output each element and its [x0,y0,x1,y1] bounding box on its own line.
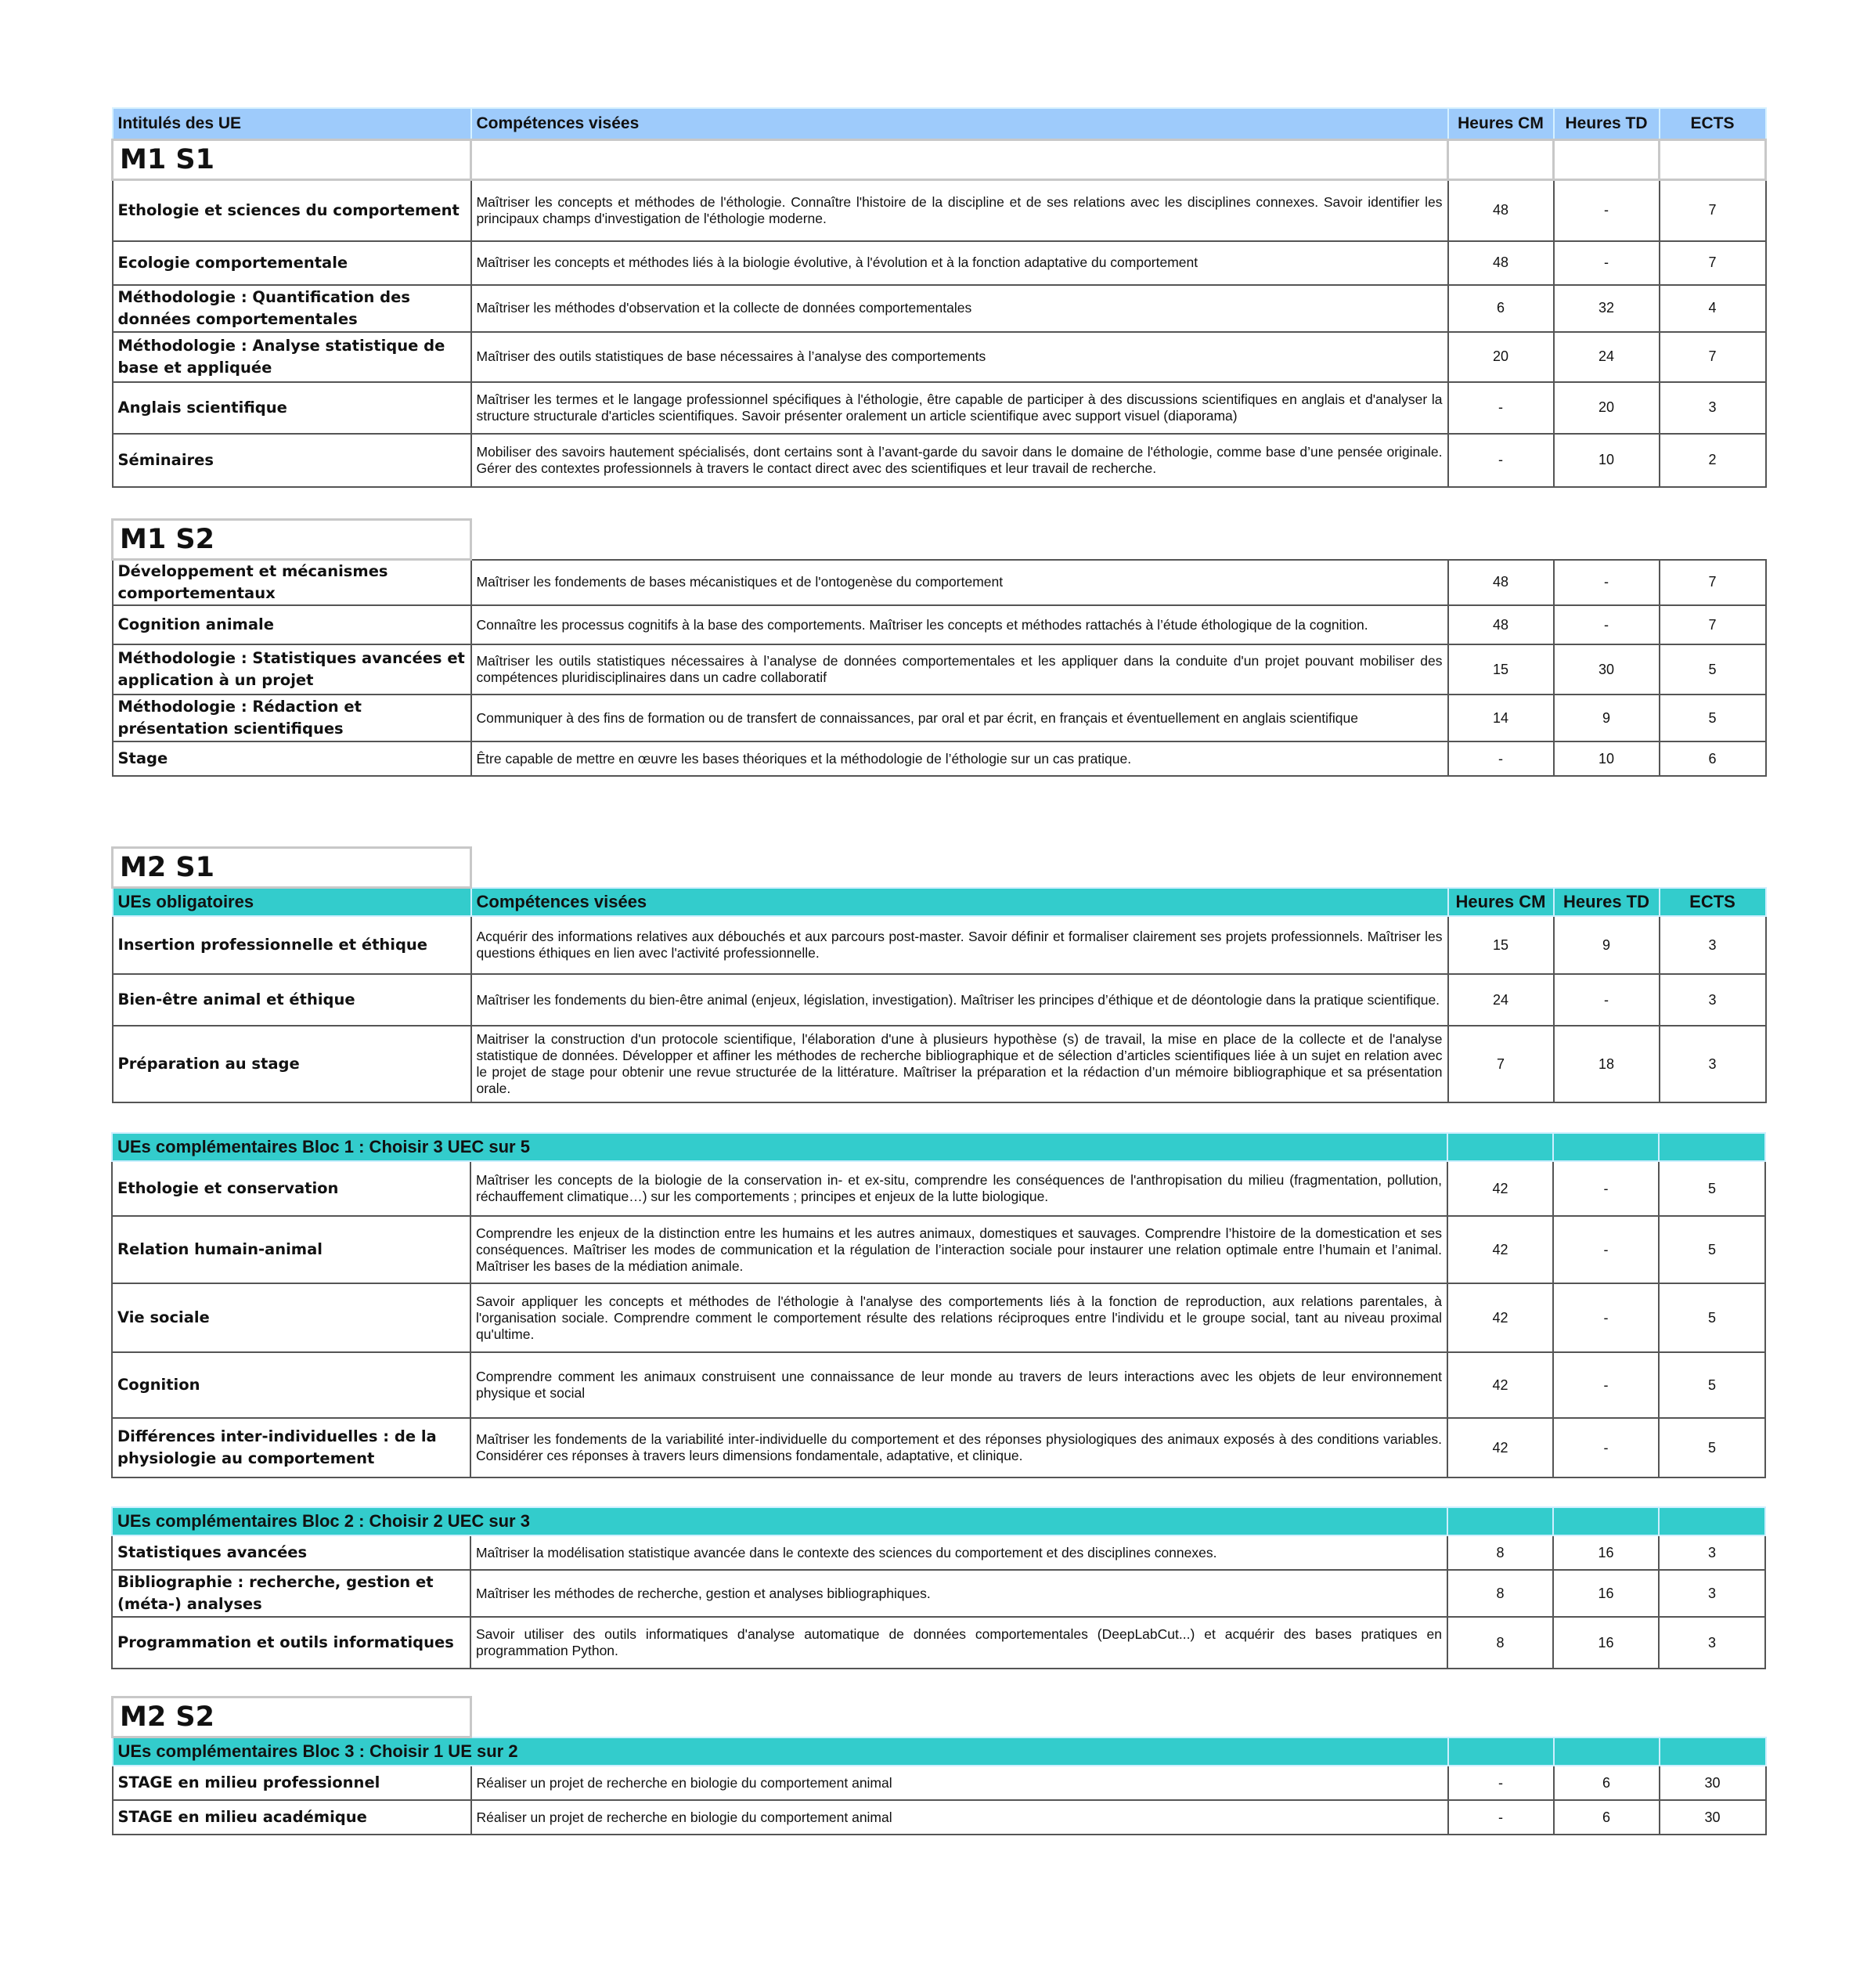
heures-td-value: 24 [1554,332,1660,382]
competences-text: Maîtriser les méthodes de recherche, gestion et analyses bibliographiques. [470,1570,1447,1617]
competences-text: Communiquer à des fins de formation ou de transfert de connaissances, par oral et par écrit, en français et éventuellement en anglais scientifique [471,695,1448,741]
ects-value: 7 [1660,560,1766,606]
ects-value: 4 [1660,285,1766,332]
competences-text: Maîtriser les outils statistiques nécessaires à l’analyse de données comportementales et les appliquer dans la conduite d'un projet pouvant mobiliser des compétences pluridisciplinaires dans un cadre collaboratif [471,644,1448,695]
heures-cm-value: 14 [1448,695,1554,741]
heures-cm-value: 42 [1447,1283,1553,1352]
competences-text: Maîtriser les concepts et méthodes de l'éthologie. Connaître l'histoire de la discipline et de ses relations avec les disciplines connexes. Savoir identifier les principaux champs d'investigation de l'éthologie moderne. [471,180,1448,241]
table-row [113,916,1766,974]
ue-title: Méthodologie : Statistiques avancées et application à un projet [113,644,471,695]
ue-title: Ethologie et conservation [112,1161,470,1216]
heures-cm-value: 42 [1447,1161,1553,1216]
heures-cm-value: - [1448,382,1554,434]
ue-title: STAGE en milieu académique [113,1800,471,1835]
heures-cm-value: 8 [1447,1617,1553,1669]
ue-title: Stage [113,741,471,776]
semester-row [113,520,1766,560]
competences-text: Comprendre comment les animaux construisent une connaissance de leur monde au travers de leurs interactions avec les objets de leur environnement physique et social [470,1352,1447,1418]
ects-value: 30 [1660,1766,1766,1800]
header-competences: Compétences visées [471,108,1448,140]
semester-title-m2s2: M2 S2 [113,1698,471,1737]
semester-row [113,140,1766,180]
m1s1-table [111,107,1767,488]
heures-cm-value: 42 [1447,1418,1553,1477]
ue-title: Vie sociale [112,1283,470,1352]
m2s2-table [111,1696,1767,1835]
heures-td-value: 16 [1553,1570,1659,1617]
competences-text: Maîtriser les concepts et méthodes liés à la biologie évolutive, à l'évolution et à la fonction adaptative du comportement [471,241,1448,285]
heures-td-value: - [1553,1352,1659,1418]
m1s2-table [111,518,1767,777]
ects-value: 6 [1660,741,1766,776]
heures-td-value: - [1554,180,1660,241]
heures-cm-value: - [1448,1800,1554,1835]
heures-td-value: 6 [1554,1766,1660,1800]
section-header-row [112,1133,1765,1161]
competences-text: Maîtriser les méthodes d'observation et la collecte de données comportementales [471,285,1448,332]
semester-title-m1s2: M1 S2 [113,520,471,560]
heures-td-value: 30 [1554,644,1660,695]
header-heures-cm: Heures CM [1448,888,1554,917]
table-row [113,180,1766,241]
ue-title: Relation humain-animal [112,1216,470,1283]
competences-text: Mobiliser des savoirs hautement spécialisés, dont certains sont à l’avant-garde du savoir dans le domaine de l'éthologie, comme base d’une pensée originale. Gérer des contextes professionnels à travers le contact direct avec des scientifiques et leur travail de recherche. [471,434,1448,487]
ue-title: Insertion professionnelle et éthique [113,916,471,974]
section-label: UEs complémentaires Bloc 3 : Choisir 1 UE sur 2 [113,1737,1448,1766]
table-row [113,1026,1766,1102]
heures-td-value: - [1553,1418,1659,1477]
ue-title: Méthodologie : Quantification des données comportementales [113,285,471,332]
heures-td-value: - [1554,605,1660,644]
competences-text: Réaliser un projet de recherche en biologie du comportement animal [471,1766,1448,1800]
heures-td-value: 32 [1554,285,1660,332]
table-row [113,1800,1766,1835]
heures-cm-value: 15 [1448,916,1554,974]
ects-value: 3 [1660,916,1766,974]
ects-value: 3 [1660,1026,1766,1102]
heures-cm-value: 24 [1448,974,1554,1026]
competences-text: Maîtriser la modélisation statistique avancée dans le contexte des sciences du comportement et des disciplines connexes. [470,1535,1447,1570]
ue-title: STAGE en milieu professionnel [113,1766,471,1800]
competences-text: Être capable de mettre en œuvre les bases théoriques et la méthodologie de l’éthologie sur un cas pratique. [471,741,1448,776]
section-header-row [112,1507,1765,1535]
heures-cm-value: 48 [1448,241,1554,285]
heures-td-value: - [1554,241,1660,285]
heures-cm-value: 8 [1447,1570,1553,1617]
table-row [113,382,1766,434]
ects-value: 2 [1660,434,1766,487]
m2s1-bloc2-table [111,1506,1766,1669]
ue-title: Programmation et outils informatiques [112,1617,470,1669]
competences-text: Maîtriser les termes et le langage professionnel spécifiques à l'éthologie, être capable de participer à des discussions scientifiques en anglais et d'analyser la structure structurale d'articles scientifiques. Savoir présenter oralement un article scientifique avec support visuel (diaporama) [471,382,1448,434]
competences-text: Connaître les processus cognitifs à la base des comportements. Maîtriser les concepts et méthodes rattachés à l’étude éthologique de la cognition. [471,605,1448,644]
heures-cm-value: 15 [1448,644,1554,695]
table-row [112,1283,1765,1352]
ue-title: Méthodologie : Analyse statistique de base et appliquée [113,332,471,382]
heures-cm-value: 7 [1448,1026,1554,1102]
heures-cm-value: 42 [1447,1352,1553,1418]
heures-td-value: 16 [1553,1617,1659,1669]
competences-text: Maîtriser des outils statistiques de base nécessaires à l’analyse des comportements [471,332,1448,382]
ects-value: 5 [1659,1161,1765,1216]
ue-title: Séminaires [113,434,471,487]
heures-cm-value: 48 [1448,605,1554,644]
competences-text: Acquérir des informations relatives aux débouchés et aux parcours post-master. Savoir définir et formaliser clairement ses projets professionnels. Maîtriser les questions éthiques en lien avec l'activité professionnelle. [471,916,1448,974]
competences-text: Réaliser un projet de recherche en biologie du comportement animal [471,1800,1448,1835]
ects-value: 3 [1659,1570,1765,1617]
heures-td-value: 10 [1554,741,1660,776]
table-row [112,1161,1765,1216]
heures-td-value: 16 [1553,1535,1659,1570]
competences-text: Comprendre les enjeux de la distinction entre les humains et les autres animaux, domestiques et sauvages. Comprendre l’histoire de la domestication et ses conséquences. Maîtriser les modes de communication et la régulation de l’interaction sociale pour instaurer une relation optimale entre l’humain et l’animal. Maîtriser les bases de la médiation animale. [470,1216,1447,1283]
ue-title: Ethologie et sciences du comportement [113,180,471,241]
table-row [113,605,1766,644]
ects-value: 3 [1660,974,1766,1026]
heures-td-value: - [1553,1283,1659,1352]
header-heures-td: Heures TD [1554,888,1660,917]
m2s1-oblig-table [111,846,1767,1103]
competences-text: Savoir utiliser des outils informatiques d'analyse automatique de données comportementales (DeepLabCut...) et acquérir des bases pratiques en programmation Python. [470,1617,1447,1669]
heures-td-value: - [1553,1216,1659,1283]
heures-td-value: - [1554,974,1660,1026]
heures-td-value: 9 [1554,916,1660,974]
table-row [113,974,1766,1026]
heures-td-value: - [1554,560,1660,606]
ects-value: 5 [1659,1352,1765,1418]
table-row [113,695,1766,741]
table-row [112,1216,1765,1283]
table-row [113,1766,1766,1800]
ue-title: Ecologie comportementale [113,241,471,285]
ects-value: 3 [1660,382,1766,434]
table-row [113,644,1766,695]
ects-value: 5 [1659,1418,1765,1477]
ue-title: Statistiques avancées [112,1535,470,1570]
header-ects: ECTS [1660,888,1766,917]
heures-cm-value: 8 [1447,1535,1553,1570]
competences-text: Maîtriser les fondements de la variabilité inter-individuelle du comportement et des réponses physiologiques des animaux exposés à des conditions variables. Considérer ces réponses à travers leurs dimensions fondamentale, adaptative, et clinique. [470,1418,1447,1477]
ue-title: Bibliographie : recherche, gestion et (méta-) analyses [112,1570,470,1617]
competences-text: Maîtriser les fondements de bases mécanistiques et de l'ontogenèse du comportement [471,560,1448,606]
ue-title: Cognition [112,1352,470,1418]
ects-value: 7 [1660,332,1766,382]
ects-value: 7 [1660,605,1766,644]
table-row [113,241,1766,285]
competences-text: Savoir appliquer les concepts et méthodes de l'éthologie à l'analyse des comportements liés à la fonction de reproduction, aux relations parentales, à l'organisation sociale. Comprendre comment le comportement résulte des relations réciproques entre l'individu et le groupe social, tant au niveau proximal qu'ultime. [470,1283,1447,1352]
ects-value: 5 [1659,1216,1765,1283]
heures-td-value: 6 [1554,1800,1660,1835]
ue-title: Préparation au stage [113,1026,471,1102]
heures-td-value: 9 [1554,695,1660,741]
table-row [113,332,1766,382]
heures-cm-value: - [1448,741,1554,776]
competences-text: Maîtriser les fondements du bien-être animal (enjeux, législation, investigation). Maîtriser les principes d’éthique et de déontologie dans la pratique scientifique. [471,974,1448,1026]
ue-title: Différences inter-individuelles : de la physiologie au comportement [112,1418,470,1477]
heures-cm-value: 48 [1448,180,1554,241]
header-ects: ECTS [1660,108,1766,140]
heures-td-value: 10 [1554,434,1660,487]
table-row [113,434,1766,487]
semester-row [113,848,1766,888]
competences-text: Maîtriser les concepts de la biologie de la conservation in- et ex-situ, comprendre les conséquences de l'anthropisation du milieu (fragmentation, pollution, réchauffement climatique…) sur les comportements ; principes et enjeux de la lutte biologique. [470,1161,1447,1216]
semester-row [113,1698,1766,1737]
ects-value: 5 [1659,1283,1765,1352]
ue-title: Méthodologie : Rédaction et présentation scientifiques [113,695,471,741]
table-row [112,1418,1765,1477]
ects-value: 5 [1660,644,1766,695]
table-row [113,560,1766,606]
ue-title: Bien-être animal et éthique [113,974,471,1026]
heures-cm-value: 42 [1447,1216,1553,1283]
heures-td-value: 20 [1554,382,1660,434]
ects-value: 5 [1660,695,1766,741]
ects-value: 30 [1660,1800,1766,1835]
heures-cm-value: 48 [1448,560,1554,606]
heures-cm-value: - [1448,1766,1554,1800]
section-label: UEs obligatoires [113,888,471,917]
header-competences: Compétences visées [471,888,1448,917]
heures-td-value: 18 [1554,1026,1660,1102]
competences-text: Maitriser la construction d'un protocole scientifique, l'élaboration d'une à plusieurs hypothèse (s) de travail, la mise en place de la collecte et de l'analyse statistique de données. Développer et affiner les méthodes de recherche bibliographique et de sélection d’articles scientifiques liée à un sujet en relation avec le projet de stage pour obtenir une revue structurée de la littérature. Maîtriser la préparation et la rédaction d’un mémoire bibliographique et sa présentation orale. [471,1026,1448,1102]
heures-cm-value: 6 [1448,285,1554,332]
header-heures-cm: Heures CM [1448,108,1554,140]
header-ue: Intitulés des UE [113,108,471,140]
ue-title: Cognition animale [113,605,471,644]
ects-value: 3 [1659,1617,1765,1669]
semester-title-m1s1: M1 S1 [113,140,471,180]
table-row [112,1617,1765,1669]
table-header-row [113,108,1766,140]
table-row [112,1352,1765,1418]
semester-title-m2s1: M2 S1 [113,848,471,888]
m2s1-bloc1-table [111,1132,1766,1478]
section-label: UEs complémentaires Bloc 2 : Choisir 2 UEC sur 3 [112,1507,1447,1535]
heures-cm-value: 20 [1448,332,1554,382]
ue-title: Développement et mécanismes comportementaux [113,560,471,606]
section-label: UEs complémentaires Bloc 1 : Choisir 3 UEC sur 5 [112,1133,1447,1161]
section-header-row [113,1737,1766,1766]
header-heures-td: Heures TD [1554,108,1660,140]
table-row [112,1570,1765,1617]
table-row [113,285,1766,332]
ects-value: 3 [1659,1535,1765,1570]
section-header-row [113,888,1766,917]
heures-cm-value: - [1448,434,1554,487]
table-row [113,741,1766,776]
ue-title: Anglais scientifique [113,382,471,434]
ects-value: 7 [1660,180,1766,241]
heures-td-value: - [1553,1161,1659,1216]
table-row [112,1535,1765,1570]
ects-value: 7 [1660,241,1766,285]
